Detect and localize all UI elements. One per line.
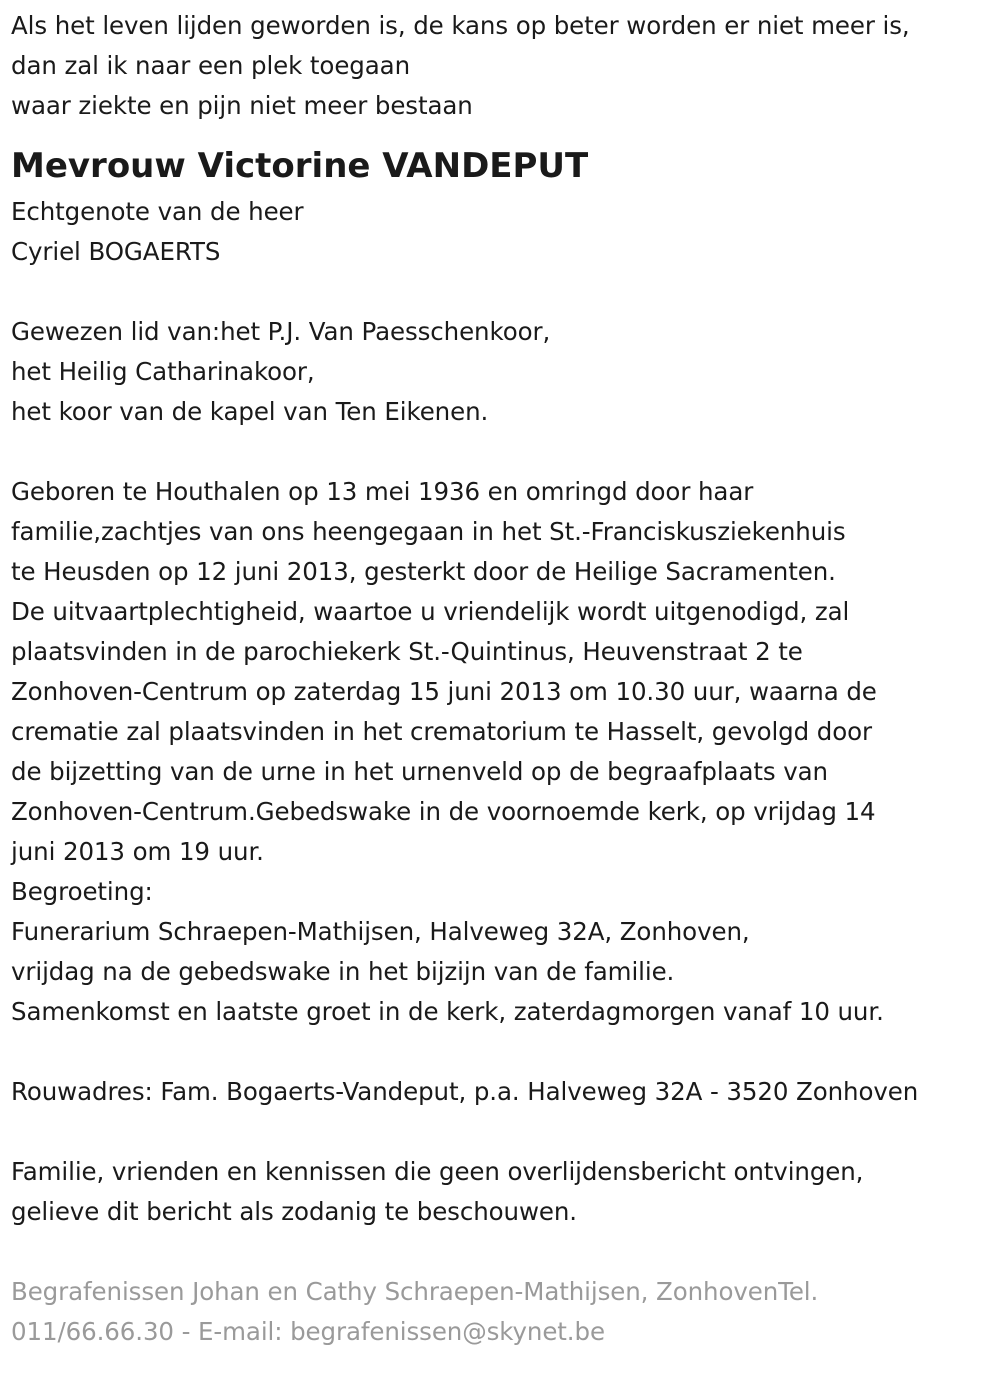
membership-line: Gewezen lid van:het P.J. Van Paesschenkoor,: [11, 317, 551, 346]
spouse-info: [11, 192, 1000, 272]
poem-line: dan zal ik naar een plek toegaan: [11, 51, 410, 80]
membership-line: het Heilig Catharinakoor,: [11, 357, 315, 386]
mourning-address: Rouwadres: Fam. Bogaerts-Vandeput, p.a. Halveweg 32A - 3520 Zonhoven: [11, 1077, 919, 1106]
notice: [11, 1152, 1000, 1232]
poem-line: waar ziekte en pijn niet meer bestaan: [11, 91, 473, 120]
details-line: plaatsvinden in de parochiekerk St.-Quintinus, Heuvenstraat 2 te: [11, 637, 803, 666]
membership-info: [11, 312, 1000, 432]
details-line: vrijdag na de gebedswake in het bijzijn van de familie.: [11, 957, 675, 986]
poem: [11, 6, 1000, 126]
details-line: Zonhoven-Centrum.Gebedswake in de voornoemde kerk, op vrijdag 14: [11, 797, 876, 826]
notice-line: Familie, vrienden en kennissen die geen overlijdensbericht ontvingen,: [11, 1157, 864, 1186]
details-line: Geboren te Houthalen op 13 mei 1936 en omringd door haar: [11, 477, 754, 506]
funeral-home-footer: [11, 1272, 1000, 1352]
details-line: De uitvaartplechtigheid, waartoe u vriendelijk wordt uitgenodigd, zal: [11, 597, 850, 626]
spacer: [11, 1032, 1000, 1072]
footer-line: Begrafenissen Johan en Cathy Schraepen-Mathijsen, ZonhovenTel.: [11, 1277, 819, 1306]
spacer: [11, 1232, 1000, 1272]
deceased-name: Mevrouw Victorine VANDEPUT: [11, 146, 589, 186]
details-line: crematie zal plaatsvinden in het crematorium te Hasselt, gevolgd door: [11, 717, 872, 746]
membership-line: het koor van de kapel van Ten Eikenen.: [11, 397, 489, 426]
details-line: Zonhoven-Centrum op zaterdag 15 juni 2013 om 10.30 uur, waarna de: [11, 677, 877, 706]
funeral-details: [11, 472, 1000, 1032]
spouse-line: Cyriel BOGAERTS: [11, 237, 221, 266]
details-line: te Heusden op 12 juni 2013, gesterkt door de Heilige Sacramenten.: [11, 557, 836, 586]
details-line: Begroeting:: [11, 877, 153, 906]
spouse-line: Echtgenote van de heer: [11, 197, 304, 226]
details-line: familie,zachtjes van ons heengegaan in het St.-Franciskusziekenhuis: [11, 517, 846, 546]
details-line: Samenkomst en laatste groet in de kerk, zaterdagmorgen vanaf 10 uur.: [11, 997, 884, 1026]
spacer: [11, 1112, 1000, 1152]
details-line: Funerarium Schraepen-Mathijsen, Halveweg 32A, Zonhoven,: [11, 917, 750, 946]
details-line: juni 2013 om 19 uur.: [11, 837, 264, 866]
footer-line: 011/66.66.30 - E-mail: begrafenissen@skynet.be: [11, 1317, 605, 1346]
notice-line: gelieve dit bericht als zodanig te beschouwen.: [11, 1197, 577, 1226]
poem-line: Als het leven lijden geworden is, de kans op beter worden er niet meer is,: [11, 11, 910, 40]
spacer: [11, 272, 1000, 312]
spacer: [11, 432, 1000, 472]
details-line: de bijzetting van de urne in het urnenveld op de begraafplaats van: [11, 757, 828, 786]
